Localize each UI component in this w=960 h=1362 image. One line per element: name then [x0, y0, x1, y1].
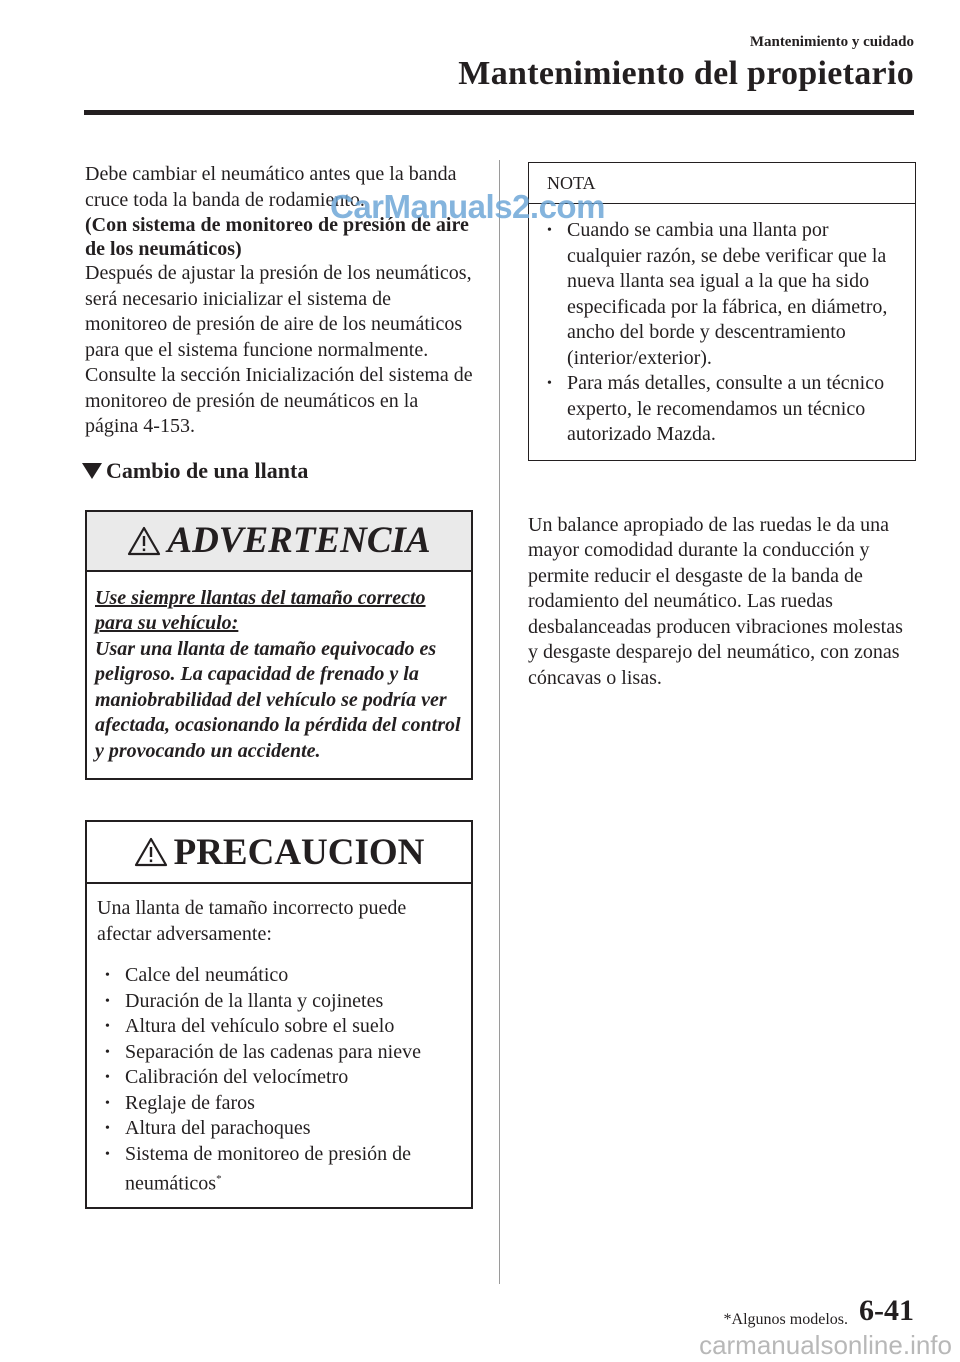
tpms-paragraph: Después de ajustar la presión de los neumáticos, será necesario inicializar el sistema de monitoreo de presión de aire de los neumáticos para que el sistema funcione normalmente. — [85, 262, 472, 361]
warning-box — [85, 510, 473, 781]
list-item-text: Sistema de monitoreo de presión de neumáticos — [125, 1142, 412, 1195]
list-item: • Separación de las cadenas para nieve — [97, 1040, 461, 1066]
header-rule — [84, 110, 914, 115]
watermark-bottom: carmanualsonline.info — [699, 1330, 952, 1360]
section-heading-text: Cambio de una llanta — [106, 457, 309, 483]
list-item: • Para más detalles, consulte a un técnico experto, le recomendamos un técnico autorizado Mazda. — [539, 371, 907, 448]
caution-header — [87, 822, 471, 884]
warning-header — [87, 512, 471, 572]
right-column — [528, 162, 916, 691]
list-item: • Cuando se cambia una llanta por cualquier razón, se debe verificar que la nueva llanta sea igual a la que ha sido especificada por la fábrica, en diámetro, ancho del borde y descentramiento (interior/exterior). — [539, 218, 907, 371]
list-item: • Altura del parachoques — [97, 1116, 461, 1142]
warning-triangle-icon — [134, 837, 168, 867]
footnote: *Algunos modelos. — [723, 1311, 848, 1328]
section-heading — [82, 458, 473, 484]
caution-title: PRECAUCION — [173, 831, 425, 873]
intro-paragraph: Debe cambiar el neumático antes que la banda cruce toda la banda de rodamiento. — [85, 163, 457, 211]
list-item: • Duración de la llanta y cojinetes — [97, 989, 461, 1015]
warning-body — [87, 572, 471, 779]
warning-text: Usar una llanta de tamaño equivocado es peligroso. La capacidad de frenado y la maniobrabilidad del vehículo se podría ver afectada, ocasionando la pérdida del control y provocando un accidente. — [95, 637, 461, 762]
note-list — [539, 218, 907, 448]
list-item: • Calce del neumático — [97, 963, 461, 989]
triangle-marker-icon — [82, 463, 102, 479]
balance-paragraph: Un balance apropiado de las ruedas le da una mayor comodidad durante la conducción y permite reducir el desgaste de la banda de rodamiento del neumático. Las ruedas desbalanceadas producen vibraciones molestas y desgaste desparejo del neumático, con zonas cóncavas o lisas. — [528, 513, 903, 689]
caution-box — [85, 820, 473, 1209]
list-item — [97, 1142, 461, 1198]
warning-lead: Use siempre llantas del tamaño correcto para su vehículo: — [95, 586, 426, 634]
note-title: NOTA — [529, 163, 915, 204]
caution-body — [87, 884, 471, 1207]
page-title: Mantenimiento del propietario — [458, 55, 914, 92]
caution-lead: Una llanta de tamaño incorrecto puede afectar adversamente: — [97, 897, 407, 945]
warning-title: ADVERTENCIA — [167, 520, 431, 561]
watermark-top: CarManuals2.com — [330, 188, 605, 225]
note-body — [529, 204, 915, 460]
footnote-mark: * — [216, 1173, 222, 1185]
list-item: • Reglaje de faros — [97, 1091, 461, 1117]
list-item: • Calibración del velocímetro — [97, 1065, 461, 1091]
page-number: 6-41 — [859, 1294, 914, 1327]
column-divider — [499, 160, 500, 1284]
chapter-label: Mantenimiento y cuidado — [749, 34, 914, 50]
warning-triangle-icon — [127, 526, 161, 556]
tpms-reference: Consulte la sección Inicialización del sistema de monitoreo de presión de neumáticos en la página 4-153. — [85, 364, 473, 437]
list-item: • Altura del vehículo sobre el suelo — [97, 1014, 461, 1040]
left-column — [85, 162, 473, 1209]
caution-list — [97, 963, 461, 1197]
tpms-heading: (Con sistema de monitoreo de presión de aire de los neumáticos) — [85, 214, 469, 260]
